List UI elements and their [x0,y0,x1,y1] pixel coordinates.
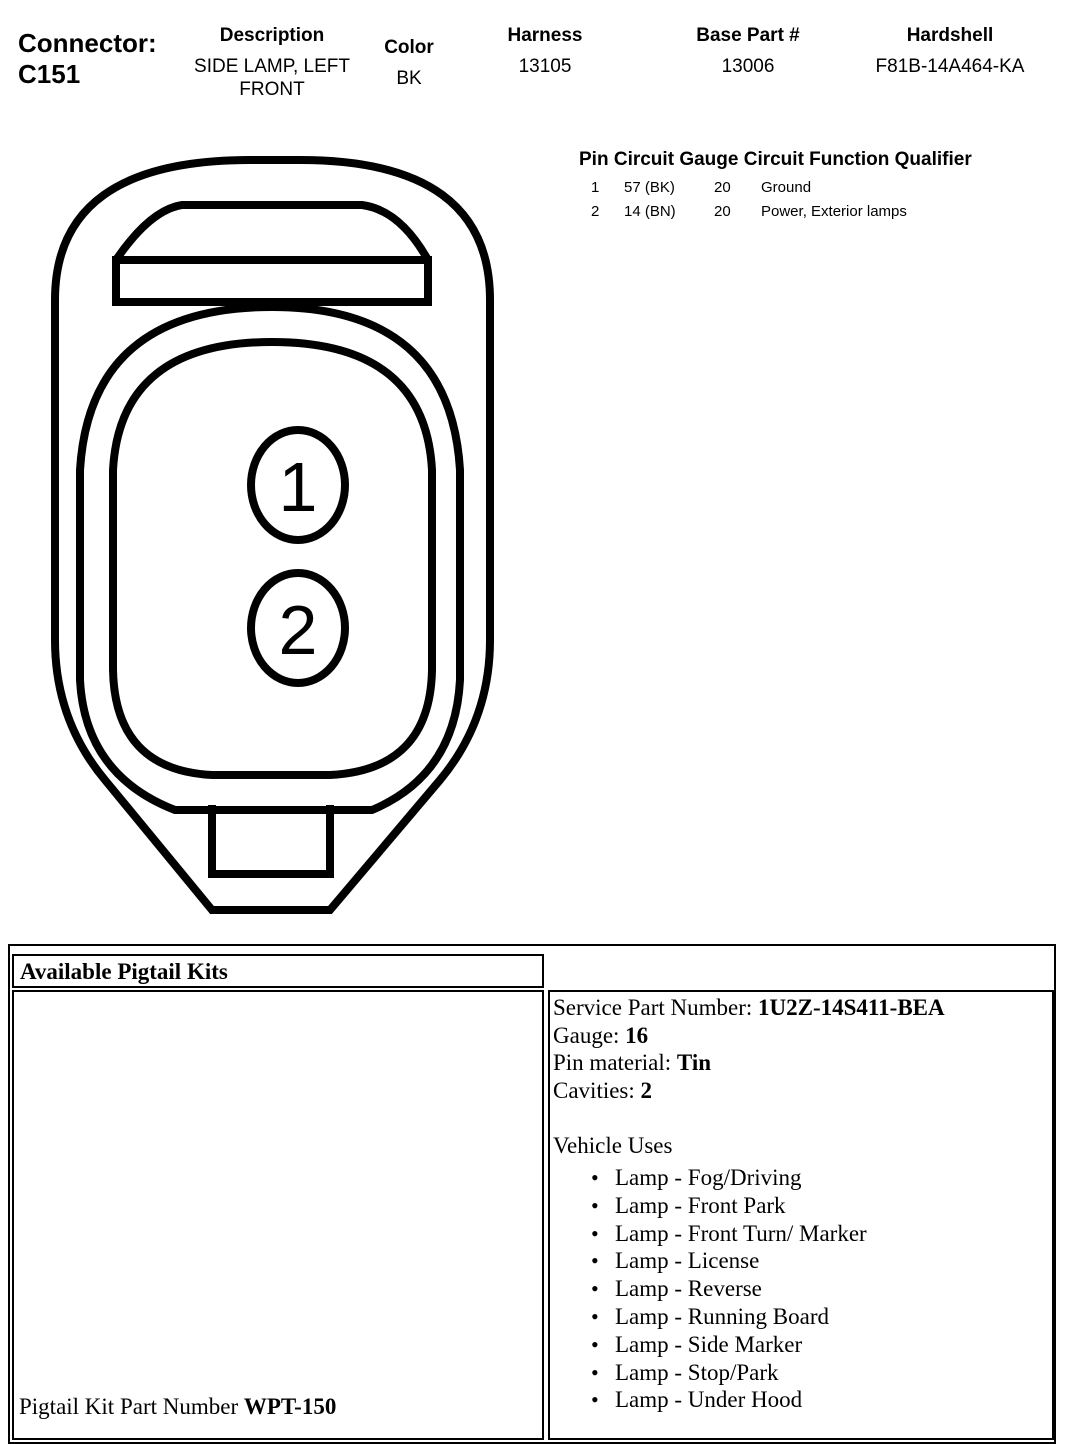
connector-cavity-area [113,342,432,775]
cavities-value: 2 [640,1078,653,1103]
list-item: • Lamp - Front Park [553,1192,867,1220]
connector-lock-tab [116,260,428,302]
description-header: Description [219,25,325,46]
gauge-col-header: Gauge [679,149,739,170]
harness-header: Harness [507,25,583,46]
qualifier-col-header: Qualifier [894,149,972,170]
pin-function: Ground [761,179,812,196]
list-item: • Lamp - Running Board [553,1303,867,1331]
connector-title [18,28,157,90]
list-item: • Lamp - Fog/Driving [553,1164,867,1192]
color-header: Color [384,37,434,58]
connector-bottom-key [212,805,330,874]
service-part-value: 1U2Z-14S411-BEA [758,995,945,1020]
connector-lock-tab-top [116,205,428,260]
list-item: • Lamp - Side Marker [553,1331,867,1359]
list-item: • Lamp - Front Turn/ Marker [553,1220,867,1248]
harness-column [480,24,610,78]
gauge-spec [553,1022,648,1050]
pin-col-header: Pin [579,149,609,170]
pin-table-header [579,149,972,171]
pin-number: 1 [591,179,600,196]
function-col-header: Circuit Function [743,149,890,170]
vehicle-uses-label: Vehicle Uses [553,1133,673,1158]
pin-1-label: 1 [278,448,318,526]
pin-circuit: 57 (BK) [624,179,675,196]
vehicle-uses-list [553,1164,867,1414]
service-part-label: Service Part Number: [553,995,759,1020]
description-column [172,24,372,101]
base-part-column [668,24,828,78]
connector-label: Connector: [18,28,157,58]
hardshell-column [850,24,1050,78]
base-part-value: 13006 [721,56,775,77]
pin-function: Power, Exterior lamps [761,203,907,220]
color-column [364,36,454,90]
list-item: • Lamp - Under Hood [553,1386,867,1414]
pigtail-image-cell [12,990,544,1440]
pin-material-label: Pin material: [553,1050,677,1075]
pin-material-spec [553,1049,711,1077]
pin-circuit: 14 (BN) [624,203,676,220]
hardshell-header: Hardshell [906,25,994,46]
cavities-spec [553,1077,652,1105]
harness-value: 13105 [518,56,572,77]
gauge-value: 16 [625,1023,649,1048]
description-value-line2: FRONT [239,79,305,100]
pin-material-value: Tin [676,1050,712,1075]
pin-number: 2 [591,203,600,220]
kit-label: Pigtail Kit Part Number [19,1394,244,1419]
connector-face-diagram [40,150,510,930]
gauge-label: Gauge: [553,1023,626,1048]
list-item: • Lamp - Stop/Park [553,1359,867,1387]
circuit-col-header: Circuit [613,149,675,170]
pin-gauge: 20 [714,203,731,220]
cavities-label: Cavities: [553,1078,641,1103]
pigtail-kit-part-number [19,1394,336,1420]
list-item: • Lamp - License [553,1247,867,1275]
hardshell-value: F81B-14A464-KA [875,56,1025,77]
list-item: • Lamp - Reverse [553,1275,867,1303]
pigtail-title-cell [12,954,544,988]
base-part-header: Base Part # [696,25,800,46]
kit-value: WPT-150 [243,1394,337,1419]
pigtail-title: Available Pigtail Kits [20,959,228,984]
pigtail-details-cell [548,990,1054,1440]
pin-gauge: 20 [714,179,731,196]
description-value-line1: SIDE LAMP, LEFT [194,56,350,77]
pin-2-label: 2 [278,591,318,669]
connector-id: C151 [18,59,81,89]
color-value: BK [396,68,422,89]
service-part-number [553,994,945,1022]
